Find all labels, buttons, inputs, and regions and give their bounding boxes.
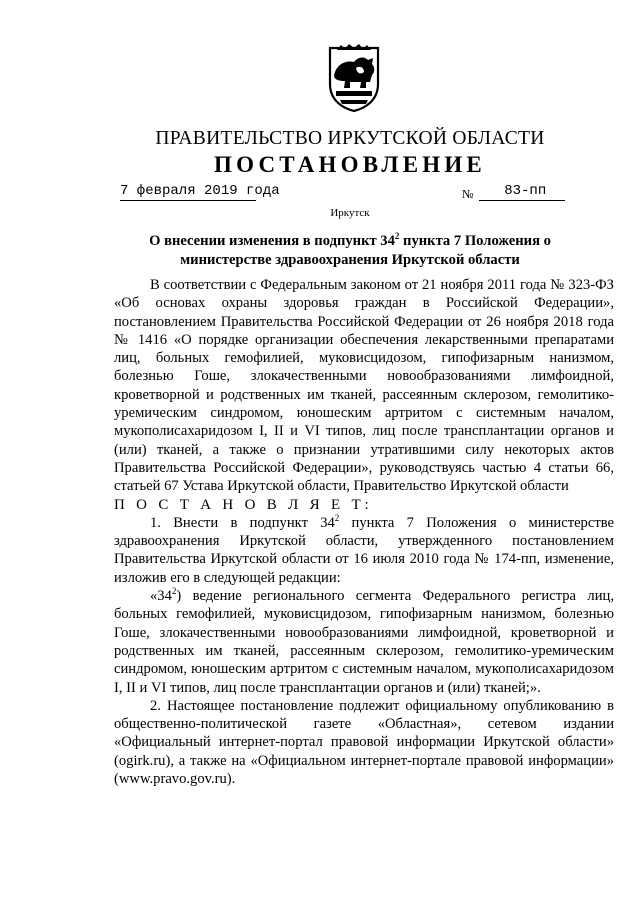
government-name: ПРАВИТЕЛЬСТВО ИРКУТСКОЙ ОБЛАСТИ [155, 128, 545, 149]
document-date: 7 февраля 2019 года [120, 183, 280, 199]
document-body [114, 276, 614, 788]
item-2-paragraph: 2. Настоящее постановление подлежит официальному опубликованию в общественно-политической газете «Областная», сетевом издании «Официальный интернет-портал правовой информации Иркутской области» (ogirk.ru), а также на «Официальном интернет-портале правовой информации» (www.pravo.gov.ru). [114, 697, 614, 788]
document-type: ПОСТАНОВЛЕНИЕ [214, 152, 486, 177]
city-name: Иркутск [330, 207, 370, 219]
coat-of-arms-icon [326, 44, 382, 112]
item-1-paragraph: 1. Внести в подпункт $34^2$ пункта 7 Положения о министерстве здравоохранения Иркутской области, утвержденного постановлением Правительства Иркутской области от 16 июля 2010 года № 174-пп, изменение, изложив его в следующей редакции: [114, 513, 614, 586]
preamble-paragraph: В соответствии с Федеральным законом от 21 ноября 2011 года № 323-ФЗ «Об основах охраны здоровья граждан в Российской Федерации», постановлением Правительства Российской Федерации от 26 ноября 2018 года № 1416 «О порядке организации обеспечения лекарственными препаратами лиц, больных гемофилией, муковисцидозом, гипофизарным нанизмом, болезнью Гоше, злокачественными новообразованиями лимфоидной, кроветворной и родственных им тканей, рассеянным склерозом, гемолитико-уремическим синдромом, юношеским артритом с системным началом, мукополисахаридозом I, II и VI типов, лиц после трансплантации органов и (или) тканей, а также о признании утратившими силу некоторых актов Правительства Российской Федерации», руководствуясь частью 4 статьи 66, статьей 67 Устава Иркутской области, Правительство Иркутской области [114, 277, 614, 495]
number-sign: № [462, 187, 474, 201]
document-number: 83-пп [479, 183, 565, 201]
decree-word: П О С Т А Н О В Л Я Е Т: [114, 496, 373, 513]
quoted-text-paragraph: «$34^2$) ведение регионального сегмента Федерального регистра лиц, больных гемофилией, муковисцидозом, гипофизарным нанизмом, болезнью Гоше, злокачественными новообразованиями лимфоидной, кроветворной и родственных им тканей, рассеянным склерозом, гемолитико-уремическим синдромом, юношеским артритом с системным началом, мукополисахаридозом I, II и VI типов, лиц после трансплантации органов и (или) тканей;». [114, 586, 614, 696]
document-title: О внесении изменения в подпункт $34^2$ пункта 7 Положения о министерстве здравоохранения Иркутской области [149, 231, 551, 268]
